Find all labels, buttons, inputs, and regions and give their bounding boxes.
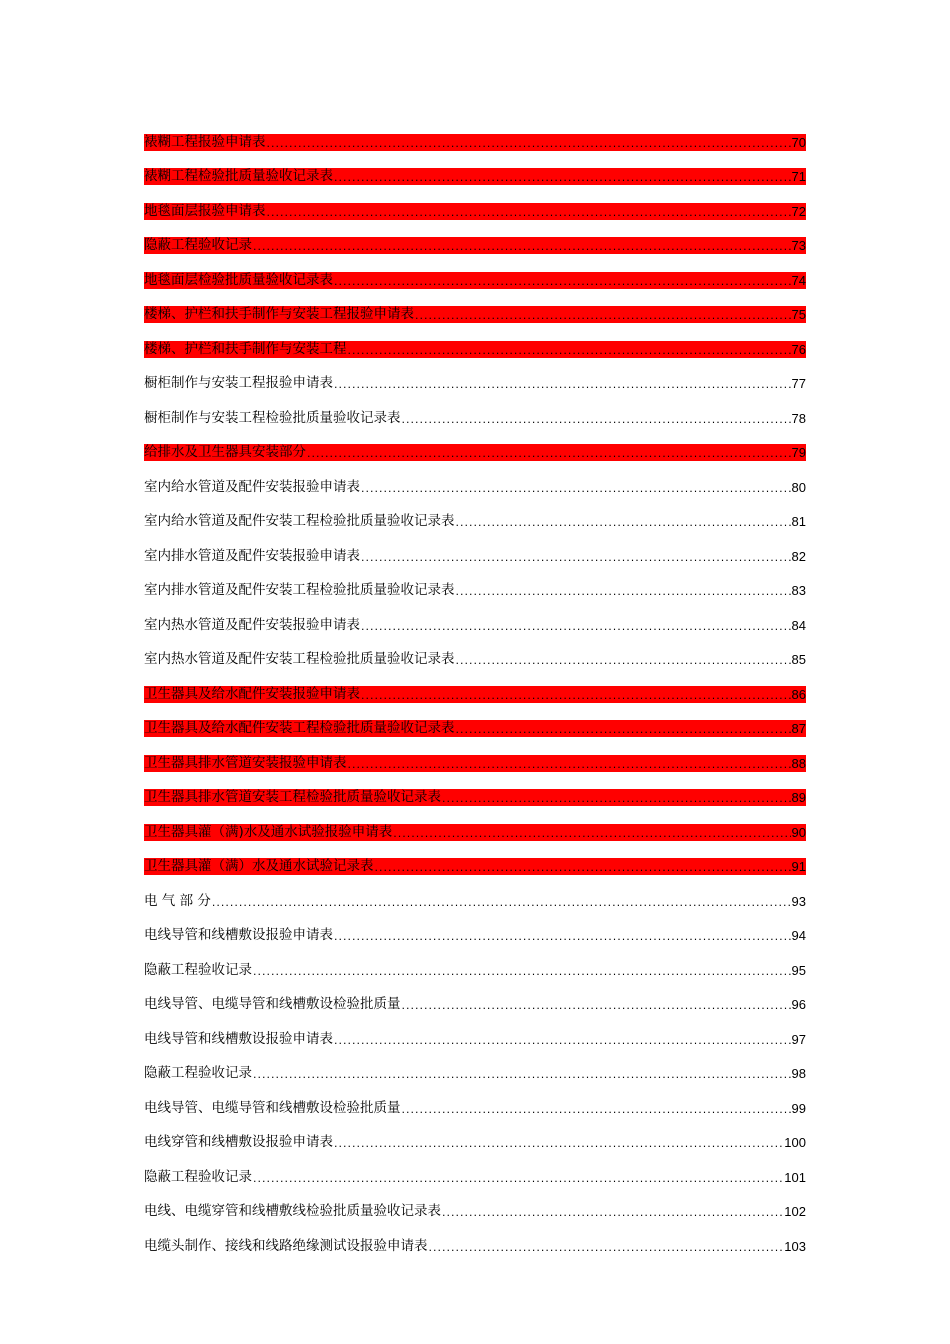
toc-entry[interactable]	[144, 1159, 806, 1194]
toc-dot-leader	[361, 551, 791, 565]
toc-entry-title: 电缆头制作、接线和线路绝缘测试设报验申请表	[144, 1237, 428, 1254]
toc-entry[interactable]	[144, 331, 806, 366]
toc-entry-title: 电 气 部 分	[144, 892, 211, 909]
toc-entry-line	[144, 237, 806, 254]
toc-entry[interactable]	[144, 228, 806, 263]
toc-entry-title: 电线导管、电缆导管和线槽敷设检验批质量	[144, 996, 401, 1012]
toc-entry-line	[144, 444, 806, 461]
toc-dot-leader	[361, 482, 791, 496]
toc-entry-title: 楼梯、护栏和扶手制作与安装工程	[144, 340, 347, 357]
toc-entry-title: 卫生器具灌（满）水及通水试验记录表	[144, 858, 374, 874]
toc-dot-leader	[253, 965, 791, 979]
toc-dot-leader	[334, 1034, 791, 1048]
toc-dot-leader	[334, 171, 791, 185]
toc-entry-line	[144, 203, 806, 220]
toc-entry[interactable]	[144, 849, 806, 884]
toc-dot-leader	[361, 689, 791, 703]
toc-entry-line	[144, 996, 806, 1013]
toc-page-number: 78	[791, 410, 806, 426]
toc-dot-leader	[267, 206, 791, 220]
toc-entry-title: 室内给水管道及配件安装报验申请表	[144, 478, 360, 495]
toc-entry-title: 裱糊工程检验批质量验收记录表	[144, 168, 333, 184]
toc-dot-leader	[402, 1103, 791, 1117]
toc-entry-title: 地毯面层报验申请表	[144, 202, 266, 219]
toc-entry-line	[144, 962, 806, 979]
toc-page-number: 77	[791, 376, 806, 391]
toc-entry-line	[144, 824, 806, 841]
toc-page-number: 101	[784, 1169, 806, 1185]
toc-page-number: 81	[791, 514, 806, 529]
toc-dot-leader	[456, 516, 791, 530]
toc-entry-line	[144, 513, 806, 530]
toc-entry-line	[144, 617, 806, 634]
toc-page-number: 83	[791, 583, 806, 598]
table-of-contents	[144, 124, 806, 1263]
toc-entry-line	[144, 410, 806, 427]
toc-entry[interactable]	[144, 435, 806, 470]
toc-entry-line	[144, 1238, 806, 1255]
toc-dot-leader	[348, 344, 791, 358]
toc-entry-title: 隐蔽工程验收记录	[144, 1168, 252, 1185]
toc-entry-line	[144, 927, 806, 944]
toc-dot-leader	[253, 1172, 783, 1186]
toc-dot-leader	[429, 1241, 784, 1255]
toc-entry-title: 卫生器具灌（满)水及通水试验报验申请表	[144, 823, 393, 840]
toc-dot-leader	[334, 378, 791, 392]
toc-page-number: 97	[791, 1031, 806, 1047]
toc-entry[interactable]	[144, 159, 806, 194]
toc-entry-line	[144, 755, 806, 772]
toc-entry-line	[144, 893, 806, 910]
toc-entry[interactable]	[144, 262, 806, 297]
toc-entry-title: 电线导管、电缆导管和线槽敷设检验批质量	[144, 1099, 401, 1116]
toc-page-number: 74	[791, 272, 806, 288]
toc-page-number: 103	[784, 1238, 806, 1254]
toc-entry[interactable]	[144, 124, 806, 159]
toc-entry[interactable]	[144, 1021, 806, 1056]
toc-entry-line	[144, 479, 806, 496]
toc-entry[interactable]	[144, 504, 806, 539]
toc-entry[interactable]	[144, 1228, 806, 1263]
toc-entry-line	[144, 582, 806, 599]
toc-page-number: 94	[791, 928, 806, 943]
toc-entry[interactable]	[144, 745, 806, 780]
toc-entry-line	[144, 306, 806, 323]
toc-dot-leader	[253, 240, 791, 254]
toc-page-number: 80	[791, 479, 806, 495]
toc-entry-line	[144, 858, 806, 875]
toc-entry-line	[144, 548, 806, 565]
toc-dot-leader	[402, 999, 791, 1013]
toc-entry[interactable]	[144, 918, 806, 953]
toc-dot-leader	[334, 930, 791, 944]
toc-page-number: 79	[791, 445, 806, 460]
toc-page-number: 72	[791, 203, 806, 219]
toc-entry-line	[144, 789, 806, 806]
toc-entry-title: 室内排水管道及配件安装报验申请表	[144, 547, 360, 564]
toc-dot-leader	[334, 275, 791, 289]
toc-dot-leader	[456, 654, 791, 668]
toc-page-number: 98	[791, 1066, 806, 1081]
toc-entry-title: 隐蔽工程验收记录	[144, 961, 252, 978]
toc-dot-leader	[393, 827, 790, 841]
toc-page-number: 91	[791, 859, 806, 874]
toc-entry-title: 橱柜制作与安装工程报验申请表	[144, 375, 333, 391]
toc-dot-leader	[456, 723, 791, 737]
toc-page-number: 100	[784, 1135, 806, 1150]
toc-entry[interactable]	[144, 676, 806, 711]
toc-entry-title: 室内排水管道及配件安装工程检验批质量验收记录表	[144, 582, 455, 598]
toc-page-number: 96	[791, 997, 806, 1012]
toc-page-number: 89	[791, 790, 806, 805]
toc-entry-title: 楼梯、护栏和扶手制作与安装工程报验申请表	[144, 306, 414, 322]
toc-entry-line	[144, 686, 806, 703]
toc-entry-title: 给排水及卫生器具安装部分	[144, 444, 306, 460]
toc-entry-title: 隐蔽工程验收记录	[144, 237, 252, 253]
toc-entry[interactable]	[144, 1194, 806, 1229]
toc-entry-title: 裱糊工程报验申请表	[144, 133, 266, 150]
toc-page-number: 85	[791, 652, 806, 667]
toc-page-number: 93	[791, 893, 806, 909]
toc-dot-leader	[334, 1137, 783, 1151]
toc-dot-leader	[442, 1206, 783, 1220]
toc-entry[interactable]	[144, 952, 806, 987]
toc-entry[interactable]	[144, 780, 806, 815]
toc-entry-title: 卫生器具及给水配件安装工程检验批质量验收记录表	[144, 720, 455, 736]
toc-entry[interactable]	[144, 297, 806, 332]
toc-page-number: 95	[791, 962, 806, 978]
toc-entry-line	[144, 1203, 806, 1220]
toc-entry[interactable]	[144, 538, 806, 573]
toc-entry[interactable]	[144, 814, 806, 849]
toc-entry[interactable]	[144, 987, 806, 1022]
toc-page-number: 99	[791, 1100, 806, 1116]
toc-page-number: 84	[791, 617, 806, 633]
toc-dot-leader	[253, 1068, 791, 1082]
toc-page-number: 102	[784, 1204, 806, 1219]
toc-entry-line	[144, 651, 806, 668]
toc-dot-leader	[267, 137, 791, 151]
toc-entry-title: 电线导管和线槽敷设报验申请表	[144, 927, 333, 943]
toc-entry[interactable]	[144, 711, 806, 746]
toc-entry-line	[144, 134, 806, 151]
toc-entry-title: 橱柜制作与安装工程检验批质量验收记录表	[144, 409, 401, 426]
toc-entry-title: 电线、电缆穿管和线槽敷线检验批质量验收记录表	[144, 1203, 441, 1219]
toc-entry-line	[144, 720, 806, 737]
toc-entry[interactable]	[144, 1125, 806, 1160]
toc-entry-line	[144, 1065, 806, 1082]
toc-entry-title: 卫生器具排水管道安装报验申请表	[144, 754, 347, 771]
toc-entry[interactable]	[144, 1056, 806, 1091]
toc-page-number: 87	[791, 721, 806, 736]
toc-entry[interactable]	[144, 193, 806, 228]
toc-entry-title: 电线导管和线槽敷设报验申请表	[144, 1030, 333, 1047]
toc-dot-leader	[456, 585, 791, 599]
toc-entry-line	[144, 1100, 806, 1117]
toc-entry-title: 卫生器具排水管道安装工程检验批质量验收记录表	[144, 789, 441, 805]
toc-page-number: 88	[791, 755, 806, 771]
toc-entry-line	[144, 341, 806, 358]
toc-entry-line	[144, 1031, 806, 1048]
toc-entry[interactable]	[144, 400, 806, 435]
toc-dot-leader	[307, 447, 791, 461]
toc-entry-line	[144, 1134, 806, 1151]
toc-entry-line	[144, 375, 806, 392]
toc-dot-leader	[402, 413, 791, 427]
toc-page-number: 90	[791, 824, 806, 840]
toc-entry-line	[144, 272, 806, 289]
toc-entry-title: 室内热水管道及配件安装报验申请表	[144, 616, 360, 633]
toc-entry-title: 电线穿管和线槽敷设报验申请表	[144, 1134, 333, 1150]
toc-entry[interactable]	[144, 1090, 806, 1125]
toc-page-number: 70	[791, 134, 806, 150]
toc-entry[interactable]	[144, 642, 806, 677]
toc-dot-leader	[212, 896, 791, 910]
toc-page-number: 86	[791, 686, 806, 702]
toc-entry[interactable]	[144, 573, 806, 608]
toc-entry[interactable]	[144, 366, 806, 401]
toc-dot-leader	[361, 620, 791, 634]
toc-entry-title: 卫生器具及给水配件安装报验申请表	[144, 685, 360, 702]
toc-dot-leader	[442, 792, 791, 806]
toc-page-number: 75	[791, 307, 806, 322]
toc-page-number: 73	[791, 238, 806, 253]
toc-dot-leader	[375, 861, 791, 875]
toc-entry[interactable]	[144, 469, 806, 504]
toc-dot-leader	[415, 309, 791, 323]
toc-entry[interactable]	[144, 883, 806, 918]
toc-page-number: 82	[791, 548, 806, 564]
toc-dot-leader	[348, 758, 791, 772]
toc-page-number: 76	[791, 341, 806, 357]
toc-entry-line	[144, 168, 806, 185]
toc-entry-line	[144, 1169, 806, 1186]
toc-entry-title: 室内给水管道及配件安装工程检验批质量验收记录表	[144, 513, 455, 529]
toc-entry-title: 隐蔽工程验收记录	[144, 1065, 252, 1081]
toc-entry-title: 室内热水管道及配件安装工程检验批质量验收记录表	[144, 651, 455, 667]
toc-entry-title: 地毯面层检验批质量验收记录表	[144, 271, 333, 288]
toc-entry[interactable]	[144, 607, 806, 642]
toc-page-number: 71	[791, 169, 806, 184]
